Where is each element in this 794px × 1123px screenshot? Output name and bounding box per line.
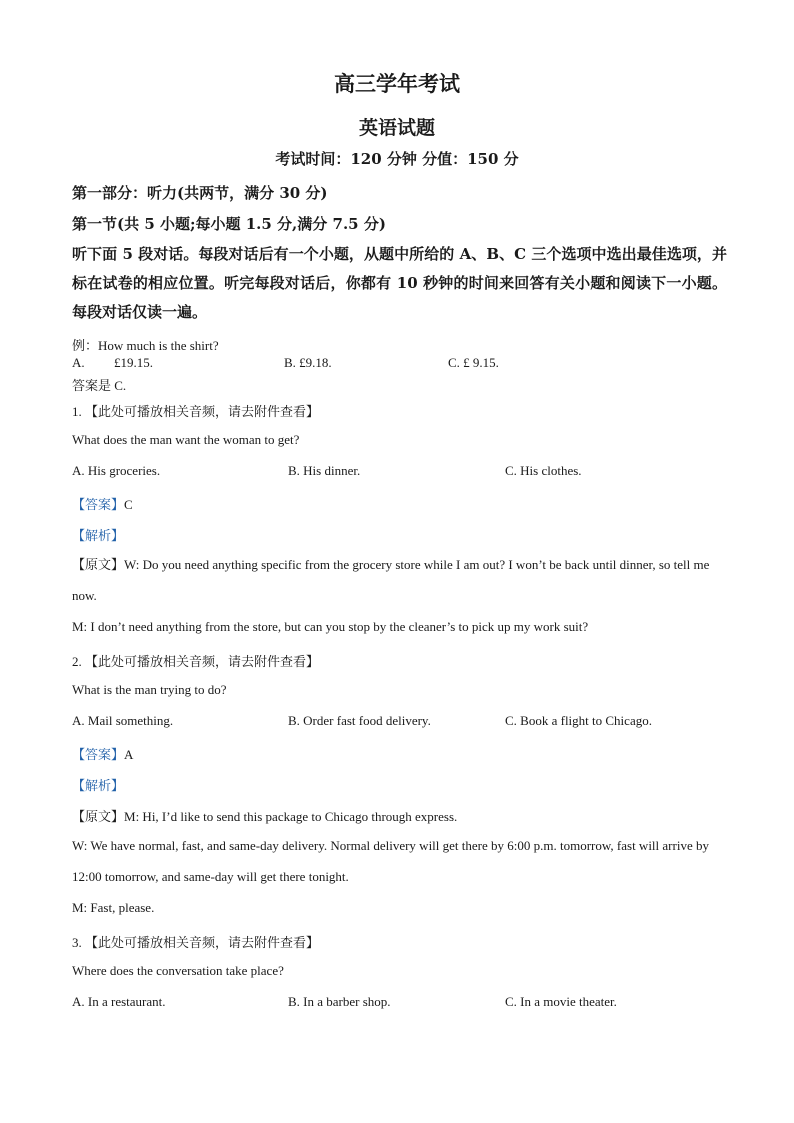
example-option-a: £19.15. bbox=[114, 355, 153, 370]
example-option-b: B. £9.18. bbox=[284, 355, 332, 370]
q2-analysis-label: 【解析】 bbox=[72, 778, 125, 793]
q1-transcript-line: W: Do you need anything specific from the grocery store while I am out? I won’t be back until dinner, so tell me now. bbox=[72, 557, 710, 603]
example-answer: 答案是 C. bbox=[72, 378, 127, 393]
q2-option-c: C. Book a flight to Chicago. bbox=[505, 713, 652, 728]
q1-option-a: A. His groceries. bbox=[72, 463, 161, 478]
q2-option-b: B. Order fast food delivery. bbox=[288, 713, 431, 728]
example-option-a-letter: A. bbox=[72, 355, 85, 370]
q1-question: What does the man want the woman to get? bbox=[72, 432, 300, 447]
q3-option-c: C. In a movie theater. bbox=[505, 994, 617, 1009]
q2-question: What is the man trying to do? bbox=[72, 682, 227, 697]
q1-analysis-label: 【解析】 bbox=[72, 528, 125, 543]
q2-transcript-label: 【原文】 bbox=[72, 809, 125, 824]
q3-option-a: A. In a restaurant. bbox=[72, 994, 166, 1009]
q2-transcript-3: M: Fast, please. bbox=[72, 900, 155, 915]
q1-answer-value: C bbox=[124, 497, 133, 512]
q3-header: 3. 【此处可播放相关音频，请去附件查看】 bbox=[72, 935, 320, 950]
exam-time-score: 考试时间：120 分钟 分值：150 分 bbox=[275, 150, 519, 168]
q1-answer bbox=[72, 494, 133, 513]
q2-option-a: A. Mail something. bbox=[72, 713, 174, 728]
q1-transcript-label: 【原文】 bbox=[72, 557, 125, 572]
q2-transcript-1 bbox=[72, 806, 457, 825]
q1-option-c: C. His clothes. bbox=[505, 463, 582, 478]
q2-answer bbox=[72, 744, 133, 763]
q2-answer-label: 【答案】 bbox=[72, 747, 125, 762]
q2-answer-value: A bbox=[124, 747, 134, 762]
q2-header: 2. 【此处可播放相关音频，请去附件查看】 bbox=[72, 654, 320, 669]
q3-option-b: B. In a barber shop. bbox=[288, 994, 391, 1009]
q1-transcript-2: M: I don’t need anything from the store, but can you stop by the cleaner’s to pick up my work suit? bbox=[72, 619, 589, 634]
example-option-c: C. £ 9.15. bbox=[448, 355, 499, 370]
q2-transcript-line: M: Hi, I’d like to send this package to Chicago through express. bbox=[124, 809, 458, 824]
q1-answer-label: 【答案】 bbox=[72, 497, 125, 512]
part1-heading: 第一部分：听力(共两节，满分 30 分) bbox=[72, 184, 328, 202]
q1-transcript-1 bbox=[72, 549, 724, 611]
exam-title: 高三学年考试 bbox=[334, 71, 460, 96]
q2-transcript-2: W: We have normal, fast, and same-day delivery. Normal delivery will get there by 6:00 p.m. tomorrow, fast will arrive by 12:00 tomorrow, and same-day will get there tonight. bbox=[72, 838, 709, 884]
instructions: 听下面 5 段对话。每段对话后有一个小题，从题中所给的 A、B、C 三个选项中选出最佳选项，并标在试卷的相应位置。听完每段对话后，你都有 10 秒钟的时间来回答有关小题和阅读下一小题。每段对话仅读一遍。 bbox=[72, 245, 727, 321]
example-question: 例：How much is the shirt? bbox=[72, 338, 219, 353]
q3-question: Where does the conversation take place? bbox=[72, 963, 284, 978]
q1-option-b: B. His dinner. bbox=[288, 463, 361, 478]
q1-header: 1. 【此处可播放相关音频，请去附件查看】 bbox=[72, 404, 320, 419]
exam-subject: 英语试题 bbox=[358, 117, 435, 139]
section1-heading: 第一节(共 5 小题;每小题 1.5 分,满分 7.5 分) bbox=[72, 215, 386, 233]
